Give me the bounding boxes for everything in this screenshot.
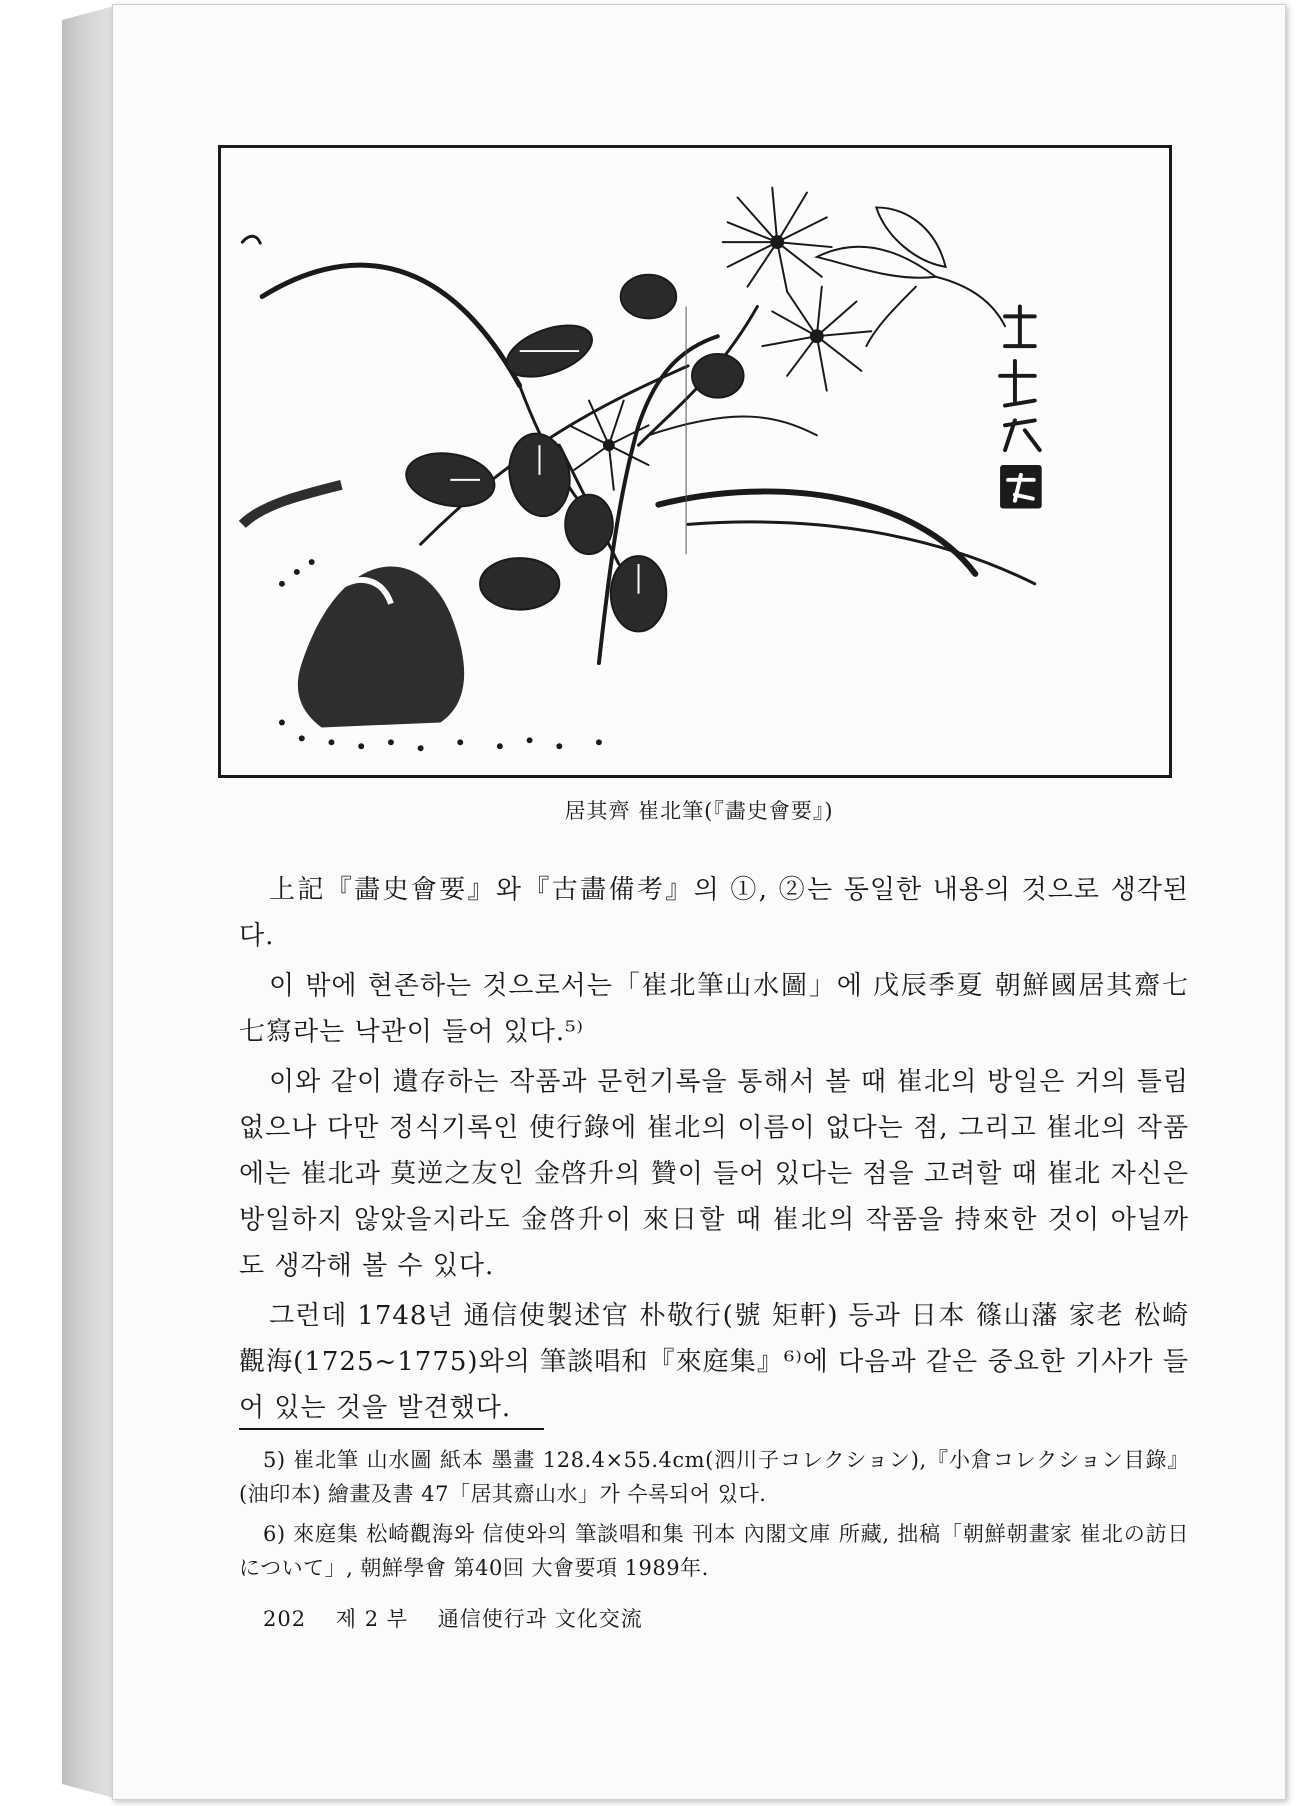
book-page [112, 4, 1286, 1800]
body-text [239, 867, 1189, 1435]
section-title: 通信使行과 文化交流 [437, 1607, 643, 1631]
artist-signature [1000, 306, 1040, 450]
ink-painting-illustration [218, 145, 1172, 778]
paragraph: 이와 같이 遺存하는 작품과 문헌기록을 통해서 볼 때 崔北의 방일은 거의 틀림없으나 다만 정식기록인 使行錄에 崔北의 이름이 없다는 점, 그리고 崔北의 작품에는 崔北과 莫逆之友인 金啓升의 贊이 들어 있다는 점을 고려할 때 崔北 자신은 방일하지 않았을지라도 金啓升이 來日할 때 崔北의 작품을 持來한 것이 아닐까도 생각해 볼 수 있다. [239, 1067, 1189, 1281]
chrysanthemum-painting [221, 148, 1169, 775]
paragraph: 그런데 1748년 通信使製述官 朴敬行(號 矩軒) 등과 日本 篠山藩 家老 松崎觀海(1725~1775)와의 筆談唱和『來庭集』⁶⁾에 다음과 같은 중요한 기사가 들어 있는 것을 발견했다. [239, 1301, 1189, 1423]
footnote-divider [239, 1428, 544, 1430]
footnote: 5) 崔北筆 山水圖 紙本 墨畫 128.4×55.4cm(泗川子コレクション),『小倉コレクション目錄』(油印本) 繪畫及書 47「居其齋山水」가 수록되어 있다. [239, 1448, 1189, 1506]
book-spine [62, 6, 114, 1798]
artist-seal [1000, 465, 1042, 509]
paragraph: 上記『畵史會要』와『古畵備考』의 ①, ②는 동일한 내용의 것으로 생각된다. [239, 875, 1189, 951]
part-label: 제 2 부 [335, 1607, 409, 1631]
paragraph: 이 밖에 현존하는 것으로서는「崔北筆山水圖」에 戊辰季夏 朝鮮國居其齋七七寫라는 낙관이 들어 있다.⁵⁾ [239, 971, 1189, 1047]
figure-caption: 居其齊 崔北筆(『畵史會要』) [564, 799, 834, 823]
footnote: 6) 來庭集 松崎觀海와 信使와의 筆談唱和集 刊本 內閣文庫 所藏, 拙稿「朝鮮朝畫家 崔北の訪日について」, 朝鮮學會 第40回 大會要項 1989年. [239, 1522, 1189, 1580]
footnotes [239, 1443, 1189, 1591]
running-footer [263, 1603, 665, 1633]
page-number: 202 [263, 1607, 307, 1631]
